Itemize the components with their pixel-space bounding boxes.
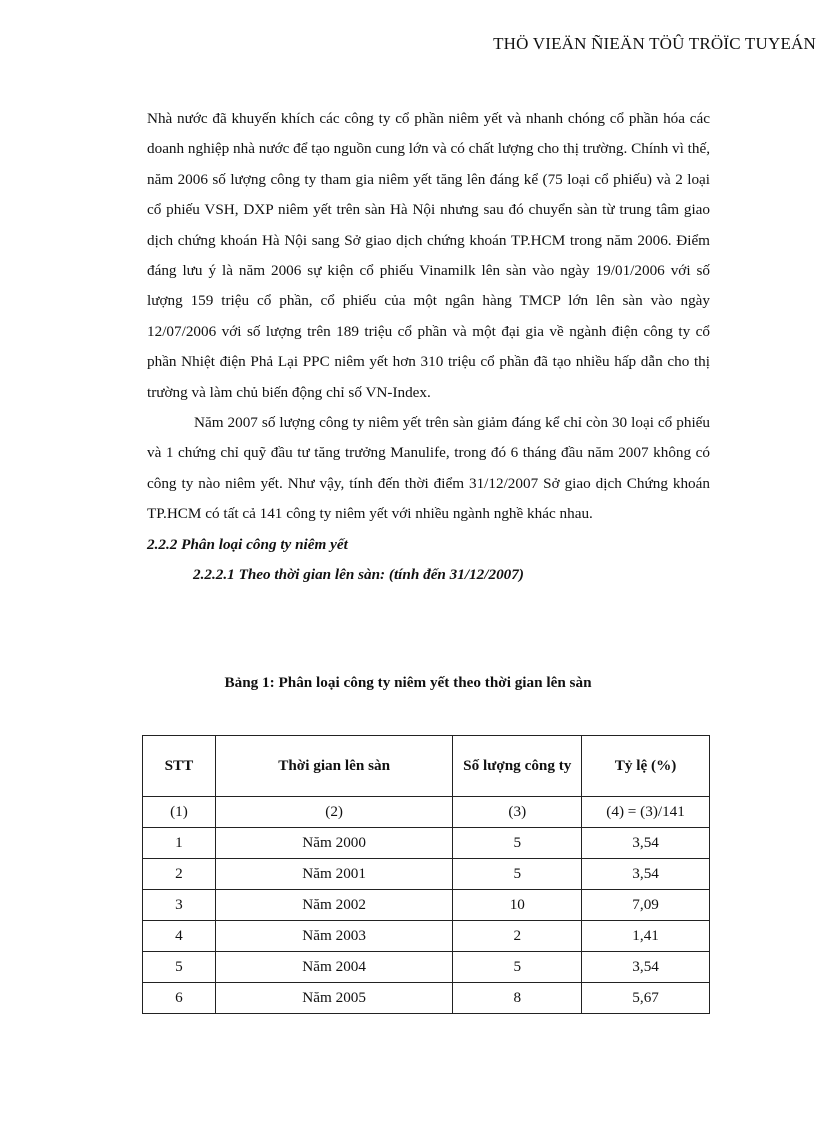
section-heading: 2.2.2 Phân loại công ty niêm yết xyxy=(147,535,348,553)
table-cell: 3 xyxy=(143,890,216,921)
table-cell: 8 xyxy=(453,983,582,1014)
header-company-count: Số lượng công ty xyxy=(453,736,582,797)
table-row xyxy=(143,952,710,983)
table-cell: 2 xyxy=(143,859,216,890)
table-header-row xyxy=(143,736,710,797)
table-caption: Bảng 1: Phân loại công ty niêm yết theo thời gian lên sàn xyxy=(224,674,592,691)
table-cell: 7,09 xyxy=(582,890,710,921)
table-cell: (1) xyxy=(143,797,216,828)
table-cell: 5 xyxy=(453,859,582,890)
table-cell: 2 xyxy=(453,921,582,952)
table-cell: 5,67 xyxy=(582,983,710,1014)
body-text xyxy=(147,104,710,590)
table-cell: 4 xyxy=(143,921,216,952)
table-row xyxy=(143,859,710,890)
table-row xyxy=(143,983,710,1014)
table-cell: Năm 2005 xyxy=(215,983,453,1014)
table-cell: 1,41 xyxy=(582,921,710,952)
table-cell: (4) = (3)/141 xyxy=(582,797,710,828)
table-row xyxy=(143,828,710,859)
header-stt: STT xyxy=(143,736,216,797)
page-header: THÖ VIEÄN ÑIEÄN TÖÛ TRÖÏC TUYEÁN xyxy=(493,34,816,53)
table-cell: Năm 2002 xyxy=(215,890,453,921)
table-cell: 3,54 xyxy=(582,828,710,859)
table-cell: Năm 2001 xyxy=(215,859,453,890)
table-cell: (2) xyxy=(215,797,453,828)
table-cell: 5 xyxy=(453,952,582,983)
header-listing-time: Thời gian lên sàn xyxy=(215,736,453,797)
header-ratio: Tỷ lệ (%) xyxy=(582,736,710,797)
table-cell: 6 xyxy=(143,983,216,1014)
table-row xyxy=(143,921,710,952)
table-cell: (3) xyxy=(453,797,582,828)
table-cell: 5 xyxy=(143,952,216,983)
table-cell: 1 xyxy=(143,828,216,859)
listing-table xyxy=(142,735,710,1014)
table-cell: 10 xyxy=(453,890,582,921)
table-cell: Năm 2004 xyxy=(215,952,453,983)
paragraph-2: Năm 2007 số lượng công ty niêm yết trên sàn giảm đáng kể chỉ còn 30 loại cổ phiếu và 1 chứng chỉ quỹ đầu tư tăng trưởng Manulife, trong đó 6 tháng đầu năm 2007 không có công ty nào niêm yết. Như vậy, tính đến thời điểm 31/12/2007 Sở giao dịch Chứng khoán TP.HCM có tất cả 141 công ty niêm yết với nhiều ngành nghề khác nhau. xyxy=(147,414,710,523)
table-cell: 3,54 xyxy=(582,952,710,983)
table-row xyxy=(143,890,710,921)
table-cell: 5 xyxy=(453,828,582,859)
paragraph-1: Nhà nước đã khuyến khích các công ty cổ phần niêm yết và nhanh chóng cổ phần hóa các doanh nghiệp nhà nước để tạo nguồn cung lớn và có chất lượng cho thị trường. Chính vì thế, năm 2006 số lượng công ty tham gia niêm yết tăng lên đáng kể (75 loại cổ phiếu) và 2 loại cổ phiếu VSH, DXP niêm yết trên sàn Hà Nội nhưng sau đó chuyển sàn từ trung tâm giao dịch chứng khoán Hà Nội sang Sở giao dịch chứng khoán TP.HCM trong năm 2006. Điểm đáng lưu ý là năm 2006 sự kiện cổ phiếu Vinamilk lên sàn vào ngày 19/01/2006 với số lượng 159 triệu cổ phần, cổ phiếu của một ngân hàng TMCP lớn lên sàn vào ngày 12/07/2006 với số lượng trên 189 triệu cổ phần và một đại gia về ngành điện công ty cổ phần Nhiệt điện Phả Lại PPC niêm yết hơn 310 triệu cổ phần đã tạo nhiều hấp dẫn cho thị trường và làm chủ biến động chỉ số VN-Index. xyxy=(147,110,710,401)
table-cell: Năm 2003 xyxy=(215,921,453,952)
table-cell: 3,54 xyxy=(582,859,710,890)
subsection-heading: 2.2.2.1 Theo thời gian lên sàn: (tính đến 31/12/2007) xyxy=(193,565,524,583)
formula-row xyxy=(143,797,710,828)
table-cell: Năm 2000 xyxy=(215,828,453,859)
